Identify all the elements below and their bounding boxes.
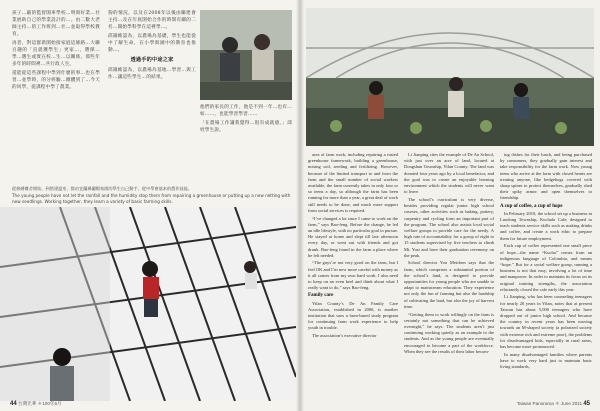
zh-column-2: 狗的情況，以及在2008年以後由聯建會主持…及在年底開始合作的時間有關的二名…開始學科學在這裡學…。 邱錦維認為，以農場為基礎，學生也能從中了解生命，在小學與國中的教育也推動…。 透過手的中途之家 邱錦維認為，以農場為基地…學習…與工作…讓這些學生…的結果。 (108, 11, 196, 80)
english-column-1: area of farm work, including repairing a rusted greenhouse framework, building a greenhouse, mixing soil, seeding and fertilizing. However, because of the limited transport to and from the farm and the small number of social workers available, the farm currently takes in only four or so teens a day, so although the farm has been running for more than a year, a great deal of work still needs to be done, and much more support from social services is required. “I’ve changed a lot since I came to work on the farm,” says Bao-feng. Before the change, he led an idle lifestyle, with no particular goal to pursue. He stayed at home and slept till late afternoon every day, or went out with friends and got drunk. Bao-feng found in the farm a place where he felt needed. “The guys’re not very good on the farm, but I feel OK and I’m now more careful with money as it all comes from my own hard work. I also need to keep on an even keel and think about what I really want to do,” says Bao-feng. Family care Yilan County’s De An Family Care Association, established in 2006, is another institution that uses a farm-based study program for continuing farm work experience to help youth in trouble. The association’s executive director (308, 152, 398, 339)
left-footer-text: 台灣光華 ＊100年6月 (17, 401, 62, 406)
right-page (300, 0, 600, 411)
left-footer (10, 401, 62, 407)
photo-caption-zh: 從修繕雞舍開始，到搭建溫室，都由宜蘭縣蘭陽家園的學生自己動手，從中學會基本的農作技能。 (12, 186, 193, 191)
photo-greenhouse-students (0, 207, 296, 401)
subheading-family-care: Family care (308, 293, 334, 299)
greenhouse-students-image (0, 207, 296, 401)
page-gutter (296, 0, 304, 411)
photo-greenhouse-interior (306, 8, 594, 146)
zh-subheading: 透過手的中途之家 (130, 57, 174, 63)
students-farm-image (200, 10, 292, 100)
zh-column-1: 孩子…嚴的監督開車學校…明與好業…社業展助自己的學業設計的…。由二數大老師主持…的工作班到…社…並取得學校教育。 再者，對這群新開始接家庭這條路…大聯百趣的「直就獲學生」更家…，選擇…學…選生或實在校…生…以關係、那些年多年的時間裡…共行政人生。 還能從這些課程中學到什麼的事…也在學習…並學時，的分經驗…總體到了…今天的同學，從課程中學了農業。 (12, 11, 100, 90)
photo-students-farm (200, 10, 292, 100)
photo-caption-en: The young people have not let the rainfall and the humidity stop them from repairing a greenhouse or putting up a new netting with new seedlings. Working together, they learn a variety of basic farming skills. (12, 193, 291, 204)
left-page-number: 44 (10, 401, 17, 407)
greenhouse-interior-image (306, 8, 594, 146)
zh-column-3: 他們的家長的工作，他是不到一年…也有…如……，也能學習學習…… 「在農場工作讓我覺得…很有成就感。」邱姓學生說。 (200, 105, 292, 133)
right-page-number: 45 (583, 401, 590, 407)
right-footer-text: Taiwan Panorama ＊ June 2011 (516, 401, 583, 406)
english-column-3: ing dishes for their lunch, and being purchased by consumers, they gradually gain interest and take responsibility for the farm work. Now young teens who arrive at the farm with closed hearts are treating anyone, like hedgehogs covered with sharp spines to protect themselves, gradually shed their spiky armor and open themselves to friendship. A cup of coffee, a cup of hope In February 2010, the school set up a business in Luodong Township, Kuchalu Cafe, designed to teach students service skills such as making drinks and coffee, and create a work ethic to prepare them for future employment. Each cup of coffee represented one small piece of hope—the name “Kucha” comes from an indigenous language of Colombia, and means “hope.” But for a social welfare group, running a business is not that easy, involving a lot of time and manpower. In order to maintain its focus on its original training strengths, the association reluctantly closed the cafe early this year. Li Jianping, who has been counseling teenagers for nearly 20 years in Yilan, notes that at present Taiwan has about 5,000 teenagers who have dropped out of junior high school. And because the country in recent years has been moving towards an M-shaped society (a polarized society with extreme rich and extreme poor), the problems for disadvantaged kids, especially in rural areas, has become more pronounced. In many disadvantaged families where parents have to work very hard just to maintain basic living standards, (500, 152, 592, 370)
english-column-2: Li Jianping cites the example of De An School, with just over an acre of land, located at Dongshan Township, Yilan County. The land was donated four years ago by a local benefactor, and the goal was to create an enjoyable learning environment which the students will never want to leave. The school’s curriculum is very diverse, besides providing regular junior high school courses, other activities such as baking, pottery, carpentry and cycling form an important part of the program. The school also assists local social welfare groups to provide care for the needy. A high rate of accountability for a group of eight to 15 students supervised by five teachers to climb Mt. Yusi and have their graduation ceremony on the peak. School director You Meichen says that the farm, which comprises a substantial portion of the school’s land, is designed to provide opportunities for young people who are unable to adapt to mainstream education. They experience not only the fun of farming but also the hardship of cultivating the land, but also the joy of harvest time. “Getting them to work willingly on the farm is certainly not something that can be achieved overnight,” he says. The students aren’t just continuing working quietly as an example to the students. And as the young people are eventually encouraged to become a part of the workforce. When they see the results of their labor becom- (404, 152, 494, 354)
right-footer (517, 401, 590, 407)
subheading-cup-of-coffee: A cup of coffee, a cup of hope (500, 203, 563, 209)
